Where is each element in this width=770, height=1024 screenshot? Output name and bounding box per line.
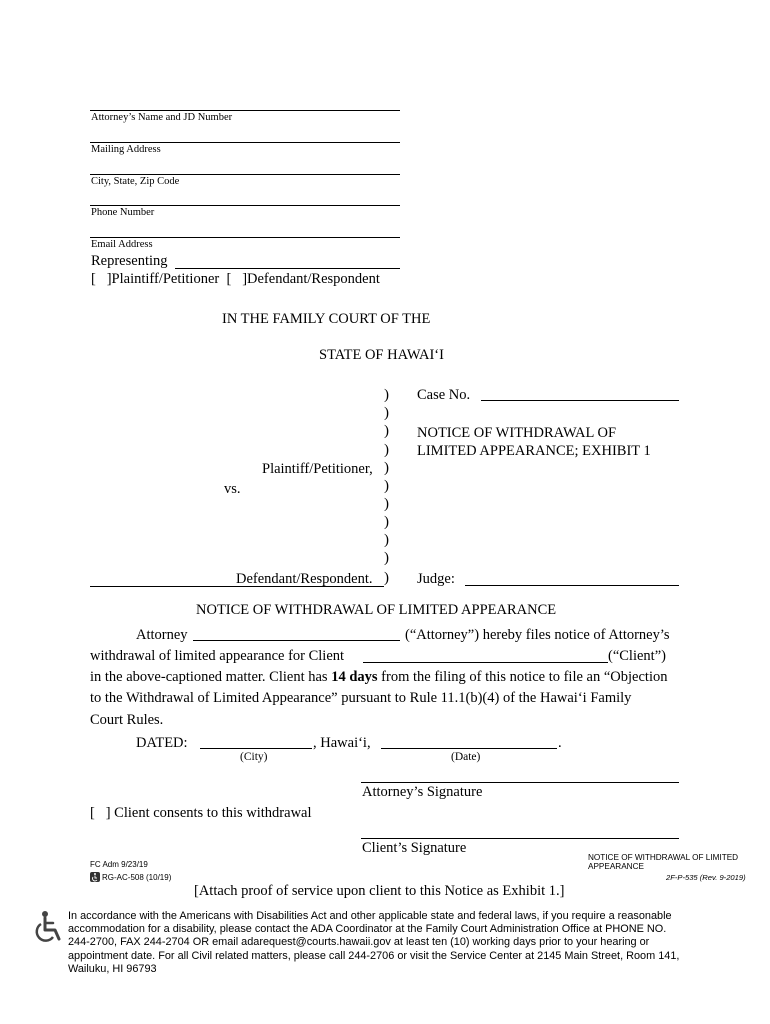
- notice-line5: Court Rules.: [90, 712, 164, 728]
- notice-line3: [90, 669, 667, 686]
- notice-heading: NOTICE OF WITHDRAWAL OF LIMITED APPEARANCE: [196, 602, 557, 618]
- consent-checkbox-open[interactable]: [: [90, 805, 95, 821]
- city-state-zip-line[interactable]: [90, 174, 400, 175]
- caption-paren: ): [384, 478, 389, 494]
- client-signature-line[interactable]: [361, 838, 679, 839]
- plaintiff-option[interactable]: ]Plaintiff/Petitioner: [106, 271, 220, 287]
- ada-line2: accommodation for a disability, please contact the ADA Coordinator at the Family Court Administration Office at PHONE NO.: [68, 923, 667, 936]
- mailing-address-label: Mailing Address: [91, 144, 161, 155]
- caption-paren: ): [384, 405, 389, 421]
- defendant-option[interactable]: ]Defendant/Respondent: [242, 271, 380, 287]
- dated-period: .: [558, 735, 562, 751]
- caption-paren: ): [384, 387, 389, 403]
- hawaii-label: , Hawai‘i,: [313, 735, 371, 751]
- client-signature-label: Client’s Signature: [362, 840, 467, 856]
- party-selection: [91, 271, 380, 288]
- plaintiff-label: Plaintiff/Petitioner,: [262, 461, 373, 477]
- ada-line4: appointment date. For all Civil related matters, please call 244-2706 or visit the Service Center at 2145 Main Street, Room 141,: [68, 949, 680, 962]
- city-caption: (City): [240, 751, 268, 763]
- caption-paren: ): [384, 423, 389, 439]
- notice-line3-a: in the above-captioned matter. Client has: [90, 669, 332, 685]
- accessibility-small-icon: [90, 872, 100, 882]
- email-label: Email Address: [91, 239, 153, 250]
- rg-code-block: [90, 872, 171, 882]
- dated-city-field[interactable]: [200, 748, 312, 749]
- ada-line3: 244-2700, FAX 244-2704 OR email adarequest@courts.hawaii.gov at least ten (10) working days prior to your hearing or: [68, 936, 650, 949]
- form-code: FC Adm 9/23/19: [90, 860, 148, 869]
- attorney-signature-label: Attorney’s Signature: [362, 784, 483, 800]
- caption-paren: ): [384, 496, 389, 512]
- ada-line1: In accordance with the Americans with Disabilities Act and other applicable state and federal laws, if you require a reasonable: [68, 910, 672, 922]
- judge-line[interactable]: [465, 585, 679, 586]
- plaintiff-checkbox-open[interactable]: [: [91, 271, 96, 287]
- consent-text[interactable]: ] Client consents to this withdrawal: [105, 805, 312, 821]
- ada-line5: Wailuku, HI 96793: [68, 962, 157, 975]
- form-title-line2: APPEARANCE: [588, 862, 644, 871]
- representing-label: Representing: [91, 253, 168, 269]
- case-no-line[interactable]: [481, 400, 679, 401]
- client-name-field[interactable]: [363, 662, 608, 663]
- phone-label: Phone Number: [91, 207, 155, 218]
- date-caption: (Date): [451, 751, 481, 763]
- attorney-name-line[interactable]: [90, 110, 400, 111]
- attach-note: [Attach proof of service upon client to this Notice as Exhibit 1.]: [194, 883, 565, 899]
- notice-line3-b: from the filing of this notice to file an “Objection: [377, 669, 668, 685]
- vs-label: vs.: [224, 481, 241, 497]
- defendant-label: Defendant/Respondent.: [236, 571, 373, 587]
- caption-paren: ): [384, 460, 389, 476]
- caption-paren: ): [384, 532, 389, 548]
- notice-line3-bold: 14 days: [331, 669, 378, 685]
- mailing-address-line[interactable]: [90, 142, 400, 143]
- caption-paren: ): [384, 514, 389, 530]
- ada-notice: [68, 910, 733, 976]
- caption-paren: ): [384, 442, 389, 458]
- representing-line[interactable]: [175, 268, 400, 269]
- dated-label: DATED:: [136, 735, 188, 751]
- attorney-name-field[interactable]: [193, 640, 400, 641]
- case-no-label: Case No.: [417, 387, 471, 403]
- rg-code: RG-AC-508 (10/19): [102, 872, 172, 882]
- city-state-zip-label: City, State, Zip Code: [91, 176, 180, 187]
- form-number: 2F-P-535 (Rev. 9-2019): [666, 873, 746, 882]
- phone-line[interactable]: [90, 205, 400, 206]
- notice-line4: to the Withdrawal of Limited Appearance” pursuant to Rule 11.1(b)(4) of the Hawai‘i Family: [90, 690, 632, 706]
- client-consent: [90, 805, 312, 822]
- wheelchair-icon: [33, 910, 65, 944]
- defendant-checkbox-open[interactable]: [: [226, 271, 232, 287]
- document-title-line2: LIMITED APPEARANCE; EXHIBIT 1: [417, 443, 651, 459]
- email-line[interactable]: [90, 237, 400, 238]
- judge-label: Judge:: [417, 571, 455, 587]
- court-title-line1: IN THE FAMILY COURT OF THE: [222, 311, 431, 327]
- caption-paren: ): [384, 550, 389, 566]
- dated-date-field[interactable]: [381, 748, 557, 749]
- court-title-line2: STATE OF HAWAI‘I: [319, 347, 444, 363]
- client-prefix: withdrawal of limited appearance for Client: [90, 648, 345, 664]
- client-suffix: (“Client”): [608, 648, 666, 664]
- attorney-label: Attorney: [136, 627, 188, 643]
- attorney-signature-line[interactable]: [361, 782, 679, 783]
- form-title-line1: NOTICE OF WITHDRAWAL OF LIMITED: [588, 853, 739, 862]
- document-title-line1: NOTICE OF WITHDRAWAL OF: [417, 425, 617, 441]
- attorney-suffix: (“Attorney”) hereby files notice of Attorney’s: [405, 627, 670, 643]
- caption-paren: ): [384, 570, 389, 586]
- attorney-name-label: Attorney’s Name and JD Number: [91, 112, 233, 123]
